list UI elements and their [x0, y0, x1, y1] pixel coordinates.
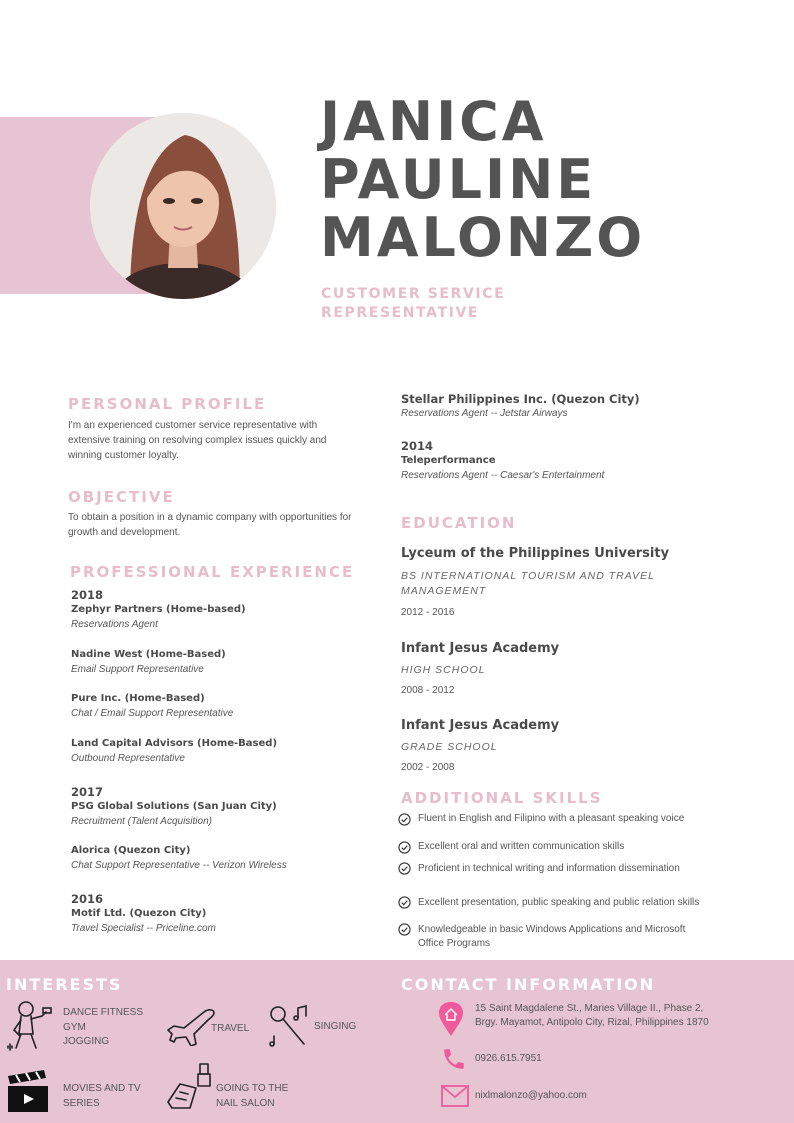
- interest-nails-line-2: NAIL SALON: [216, 1097, 275, 1109]
- check-circle-icon: [398, 896, 411, 909]
- profile-text: I'm an experienced customer service representative with extensive training on resolving complex issues quickly and winning customer loyalty.: [68, 420, 327, 461]
- skill-item: Excellent oral and written communication skills: [418, 841, 625, 852]
- profile-photo: [90, 113, 276, 299]
- interest-dance: [63, 1006, 143, 1050]
- experience-role: Recruitment (Talent Acquisition): [71, 816, 212, 827]
- interest-nails-line-1: GOING TO THE: [216, 1083, 289, 1094]
- contact-heading: CONTACT INFORMATION: [401, 975, 656, 994]
- experience-year: 2018: [71, 588, 104, 602]
- objective-heading: OBJECTIVE: [68, 488, 175, 506]
- experience-company: PSG Global Solutions (San Juan City): [71, 801, 277, 812]
- interest-movies-line-1: MOVIES AND TV: [63, 1083, 141, 1094]
- job-title-line-2: REPRESENTATIVE: [321, 305, 480, 321]
- experience-company: Alorica (Quezon City): [71, 845, 191, 856]
- experience-heading: PROFESSIONAL EXPERIENCE: [70, 563, 355, 581]
- education-school: Lyceum of the Philippines University: [401, 546, 670, 561]
- experience-year: 2014: [401, 439, 434, 453]
- nail-polish-icon: [162, 1062, 212, 1112]
- interest-dance-line-3: JOGGING: [63, 1036, 110, 1047]
- phone-icon: [441, 1046, 467, 1072]
- check-circle-icon: [398, 841, 411, 854]
- education-degree: GRADE SCHOOL: [401, 741, 498, 753]
- experience-company: Land Capital Advisors (Home-Based): [71, 738, 278, 749]
- experience-company: Teleperformance: [401, 455, 496, 466]
- interest-nail-salon: [216, 1082, 288, 1111]
- full-name: [320, 90, 646, 269]
- education-dates: 2002 - 2008: [401, 762, 455, 773]
- experience-year: 2016: [71, 892, 104, 906]
- interest-dance-line-2: GYM: [63, 1021, 86, 1033]
- experience-role: Reservations Agent -- Caesar's Entertainment: [401, 470, 605, 481]
- profile-heading: PERSONAL PROFILE: [68, 395, 267, 413]
- contact-address: [475, 1002, 709, 1030]
- education-school: Infant Jesus Academy: [401, 718, 560, 733]
- name-line-2: PAULINE: [320, 148, 597, 211]
- experience-year: 2017: [71, 785, 104, 799]
- skill-item: Knowledgeable in basic Windows Applications and Microsoft Office Programs: [418, 924, 686, 949]
- home-location-pin-icon: [438, 1001, 464, 1037]
- experience-role: Chat Support Representative -- Verizon Wireless: [71, 860, 287, 871]
- education-degree: HIGH SCHOOL: [401, 664, 486, 676]
- envelope-icon: [441, 1085, 469, 1107]
- name-line-3: MALONZO: [320, 206, 646, 269]
- check-circle-icon: [398, 923, 411, 936]
- education-heading: EDUCATION: [401, 514, 517, 532]
- experience-company: Stellar Philippines Inc. (Quezon City): [401, 392, 640, 406]
- skill-item: Proficient in technical writing and information dissemination: [418, 863, 680, 874]
- microphone-icon: [268, 1004, 312, 1048]
- dance-fitness-icon: [6, 1000, 56, 1054]
- education-dates: 2012 - 2016: [401, 607, 455, 618]
- interests-heading: INTERESTS: [6, 975, 123, 994]
- check-circle-icon: [398, 813, 411, 826]
- experience-role: Email Support Representative: [71, 664, 204, 675]
- contact-address-line-2: Brgy. Mayamot, Antipolo City, Rizal, Philippines 1870: [475, 1017, 709, 1028]
- contact-address-line-1: 15 Saint Magdalene St., Maries Village II., Phase 2,: [475, 1003, 704, 1014]
- experience-company: Pure Inc. (Home-Based): [71, 693, 205, 704]
- interest-movies: [63, 1082, 141, 1111]
- experience-role: Outbound Representative: [71, 753, 185, 764]
- interest-dance-line-1: DANCE FITNESS: [63, 1007, 144, 1018]
- experience-role: Reservations Agent: [71, 619, 158, 630]
- experience-company: Nadine West (Home-Based): [71, 649, 226, 660]
- skill-item: Excellent presentation, public speaking and public relation skills: [418, 897, 700, 908]
- education-degree: BS INTERNATIONAL TOURISM AND TRAVEL MANAGEMENT: [401, 570, 655, 597]
- skill-item: Fluent in English and Filipino with a pleasant speaking voice: [418, 813, 685, 824]
- education-dates: 2008 - 2012: [401, 685, 455, 696]
- contact-email: nixlmalonzo@yahoo.com: [475, 1090, 587, 1101]
- interest-singing: SINGING: [314, 1021, 357, 1032]
- name-line-1: JANICA: [320, 90, 547, 153]
- job-title: [321, 285, 581, 323]
- objective-text: To obtain a position in a dynamic company with opportunities for growth and development.: [68, 512, 352, 538]
- job-title-line-1: CUSTOMER SERVICE: [321, 286, 506, 302]
- skills-heading: ADDITIONAL SKILLS: [401, 789, 603, 807]
- interest-travel: TRAVEL: [211, 1023, 250, 1034]
- check-circle-icon: [398, 862, 411, 875]
- interest-movies-line-2: SERIES: [63, 1097, 100, 1109]
- contact-phone: 0926.615.7951: [475, 1053, 542, 1064]
- education-school: Infant Jesus Academy: [401, 641, 560, 656]
- airplane-icon: [164, 1006, 218, 1046]
- experience-role: Travel Specialist -- Priceline.com: [71, 923, 216, 934]
- clapperboard-icon: [6, 1068, 50, 1114]
- experience-company: Zephyr Partners (Home-based): [71, 604, 246, 615]
- experience-role: Chat / Email Support Representative: [71, 708, 234, 719]
- experience-role: Reservations Agent -- Jetstar Airways: [401, 408, 568, 419]
- experience-company: Motif Ltd. (Quezon City): [71, 908, 207, 919]
